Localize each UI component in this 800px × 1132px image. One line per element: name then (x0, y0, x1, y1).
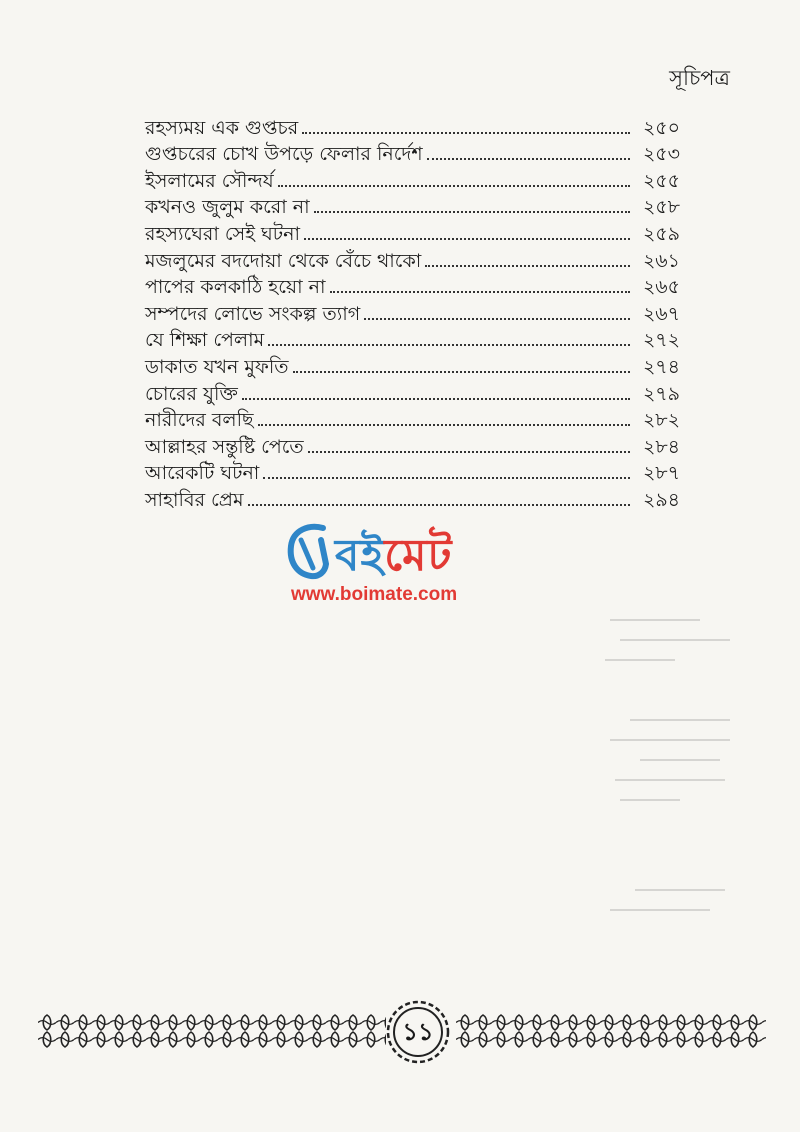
table-of-contents (145, 112, 680, 511)
toc-entry-page: ২৫৮ (642, 196, 680, 219)
toc-entry-title: রহস্যময় এক গুপ্তচর (145, 116, 299, 139)
toc-entry (145, 218, 680, 245)
toc-entry-page: ২৮৭ (642, 462, 680, 485)
toc-entry-title: ইসলামের সৌন্দর্য (145, 169, 274, 192)
toc-entry-page: ২৫৫ (642, 169, 680, 192)
page-number: ১১ (402, 1018, 434, 1046)
dot-leader (308, 450, 630, 453)
toc-entry-title: রহস্যঘেরা সেই ঘটনা (145, 222, 300, 245)
dot-leader (304, 237, 630, 240)
dot-leader (248, 503, 631, 506)
ornamental-border-left (38, 1014, 386, 1048)
toc-entry-title: সাহাবির প্রেম (145, 488, 244, 511)
dot-leader (278, 184, 630, 187)
toc-entry (145, 298, 680, 325)
toc-entry-page: ২৭২ (642, 329, 680, 352)
toc-entry (145, 165, 680, 192)
watermark-url: www.boimate.com (291, 584, 458, 605)
toc-entry-page: ২৭৯ (642, 382, 680, 405)
dot-leader (425, 264, 630, 267)
bleed-through-marks (600, 600, 740, 920)
toc-entry-title: চোরের যুক্তি (145, 382, 238, 405)
toc-entry-page: ২৭৪ (642, 355, 680, 378)
dot-leader (293, 370, 630, 373)
toc-entry-title: গুপ্তচরের চোখ উপড়ে ফেলার নির্দেশ (145, 143, 423, 166)
dot-leader (242, 397, 630, 400)
dot-leader (263, 476, 630, 479)
toc-entry (145, 325, 680, 352)
toc-entry-page: ২৬৫ (642, 276, 680, 299)
watermark-brand-part1: বই (335, 530, 385, 581)
dot-leader (330, 290, 630, 293)
toc-entry (145, 245, 680, 272)
dot-leader (314, 210, 630, 213)
toc-entry-title: মজলুমের বদদোয়া থেকে বেঁচে থাকো (145, 249, 422, 272)
toc-entry (145, 484, 680, 511)
ornamental-border-right (456, 1014, 766, 1048)
toc-entry (145, 431, 680, 458)
toc-entry (145, 192, 680, 219)
dot-leader (268, 343, 630, 346)
running-header: সূচিপত্র (669, 66, 730, 90)
toc-entry-page: ২৮২ (642, 409, 680, 432)
toc-entry-page: ২৬৭ (642, 302, 680, 325)
toc-entry-title: পাপের কলকাঠি হয়ো না (145, 276, 326, 299)
toc-entry (145, 405, 680, 432)
toc-entry (145, 351, 680, 378)
toc-entry-page: ২৬১ (642, 249, 680, 272)
toc-entry (145, 458, 680, 485)
toc-entry (145, 272, 680, 299)
toc-entry-title: কখনও জুলুম করো না (145, 196, 310, 219)
dot-leader (427, 157, 630, 160)
toc-entry-title: আরেকটি ঘটনা (145, 462, 260, 485)
paperclip-book-icon (283, 520, 335, 582)
toc-entry-title: ডাকাত যখন মুফতি (145, 355, 289, 378)
toc-entry (145, 378, 680, 405)
toc-entry-page: ২৮৪ (642, 435, 680, 458)
page-footer (0, 1000, 800, 1060)
toc-entry-title: আল্লাহর সন্তুষ্টি পেতে (145, 435, 304, 458)
toc-entry (145, 139, 680, 166)
toc-entry-title: নারীদের বলছি (145, 409, 254, 432)
toc-entry-page: ২৫০ (642, 116, 680, 139)
watermark-brand-part2: মেট (384, 530, 453, 581)
toc-entry (145, 112, 680, 139)
dot-leader (258, 423, 630, 426)
toc-entry-title: যে শিক্ষা পেলাম (145, 329, 265, 352)
toc-entry-title: সম্পদের লোভে সংকল্প ত্যাগ (145, 302, 361, 325)
toc-entry-page: ২৫৩ (642, 143, 680, 166)
toc-entry-page: ২৫৯ (642, 222, 680, 245)
toc-entry-page: ২৯৪ (642, 488, 680, 511)
dot-leader (302, 131, 630, 134)
dot-leader (364, 317, 630, 320)
watermark (283, 520, 523, 610)
